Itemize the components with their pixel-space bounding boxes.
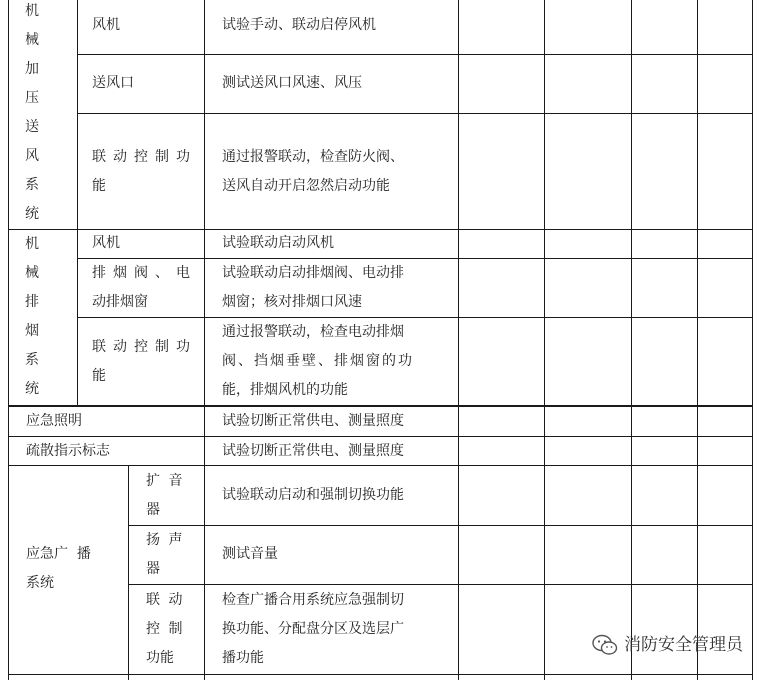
item-evacuation-signs [26, 437, 110, 466]
method-linkage-control [222, 143, 404, 201]
item-air-outlet [92, 69, 134, 98]
item-text: 能 [92, 368, 106, 384]
item-broadcast-linkage [146, 586, 184, 673]
label-char: 压 [25, 90, 39, 106]
method-text: 送风自动开启忽然启动功能 [222, 178, 390, 194]
label-char: 排 [25, 294, 39, 310]
section-label-emergency-broadcast [26, 540, 91, 598]
method-air-outlet [222, 69, 362, 98]
item-text: 扬 声 [146, 532, 185, 548]
item-exhaust-linkage [92, 333, 197, 391]
item-text: 风机 [92, 17, 120, 33]
item-amplifier [146, 467, 184, 525]
method-text: 测试音量 [222, 546, 278, 562]
label-char: 送 [25, 119, 39, 135]
item-text: 控 制 [146, 621, 185, 637]
label-char: 加 [25, 61, 39, 77]
item-text: 联动控制功 [92, 149, 197, 165]
label-char: 械 [25, 265, 39, 281]
row-divider [8, 674, 753, 675]
item-exhaust-fan [92, 229, 120, 258]
label-char: 机 [25, 236, 39, 252]
method-exhaust-linkage [222, 318, 414, 405]
column-divider [204, 0, 205, 680]
label-char: 机 [25, 3, 39, 19]
row-divider [128, 525, 753, 526]
label-text: 系统 [26, 575, 54, 591]
item-text: 功能 [146, 650, 174, 666]
method-text: 试验切断正常供电、测量照度 [222, 443, 404, 459]
method-text: 阀、挡烟垂壁、排烟窗的功 [222, 353, 414, 369]
row-divider [77, 54, 753, 55]
label-text: 应急广 播 [26, 546, 91, 562]
method-evacuation-signs [222, 437, 404, 466]
column-divider [77, 0, 78, 406]
item-text: 风机 [92, 235, 120, 251]
method-text: 通过报警联动，检查电动排烟 [222, 324, 404, 340]
column-divider [631, 0, 632, 680]
method-text: 播功能 [222, 650, 264, 666]
method-amplifier [222, 481, 404, 510]
method-text: 试验联动启动风机 [222, 235, 334, 251]
method-text: 换功能、分配盘分区及选层广 [222, 621, 404, 637]
item-text: 器 [146, 502, 160, 518]
label-char: 系 [25, 352, 39, 368]
method-emergency-lighting [222, 407, 404, 436]
item-linkage-control [92, 143, 197, 201]
method-text: 试验联动启动和强制切换功能 [222, 487, 404, 503]
section-label-pressurization [22, 0, 42, 229]
row-divider [77, 113, 753, 114]
item-speaker [146, 526, 184, 584]
method-text: 测试送风口风速、风压 [222, 75, 362, 91]
method-speaker [222, 540, 278, 569]
item-text: 动排烟窗 [92, 294, 148, 310]
item-text: 联 动 [146, 592, 185, 608]
row-divider [128, 584, 753, 585]
column-divider [544, 0, 545, 680]
watermark-text: 消防安全管理员 [624, 635, 743, 655]
method-text: 试验切断正常供电、测量照度 [222, 413, 404, 429]
method-text: 能，排烟风机的功能 [222, 382, 348, 398]
item-text: 能 [92, 178, 106, 194]
method-exhaust-valve [222, 259, 404, 317]
method-fan [222, 11, 376, 40]
column-divider [752, 0, 753, 680]
wechat-icon [592, 634, 618, 656]
method-exhaust-fan [222, 229, 334, 258]
label-char: 风 [25, 148, 39, 164]
column-divider [697, 0, 698, 680]
method-text: 试验手动、联动启停风机 [222, 17, 376, 33]
item-text: 排烟阀、电 [92, 265, 197, 281]
item-text: 器 [146, 561, 160, 577]
item-text: 扩 音 [146, 473, 185, 489]
label-char: 统 [25, 381, 39, 397]
label-char: 统 [25, 206, 39, 222]
method-text: 检查广播合用系统应急强制切 [222, 592, 404, 608]
column-divider [458, 0, 459, 680]
row-divider [77, 317, 753, 318]
item-exhaust-valve [92, 259, 197, 317]
label-char: 械 [25, 32, 39, 48]
label-char: 系 [25, 177, 39, 193]
column-divider [8, 0, 9, 680]
method-text: 通过报警联动，检查防火阀、 [222, 149, 404, 165]
section-label-smoke-exhaust [22, 230, 42, 404]
item-text: 疏散指示标志 [26, 443, 110, 459]
item-fan [92, 11, 120, 40]
label-char: 烟 [25, 323, 39, 339]
column-divider [128, 465, 129, 680]
item-emergency-lighting [26, 407, 82, 436]
watermark [592, 632, 743, 658]
method-text: 试验联动启动排烟阀、电动排 [222, 265, 404, 281]
item-text: 送风口 [92, 75, 134, 91]
item-text: 应急照明 [26, 413, 82, 429]
method-text: 烟窗；核对排烟口风速 [222, 294, 362, 310]
item-text: 联动控制功 [92, 339, 197, 355]
method-broadcast-linkage [222, 586, 404, 673]
